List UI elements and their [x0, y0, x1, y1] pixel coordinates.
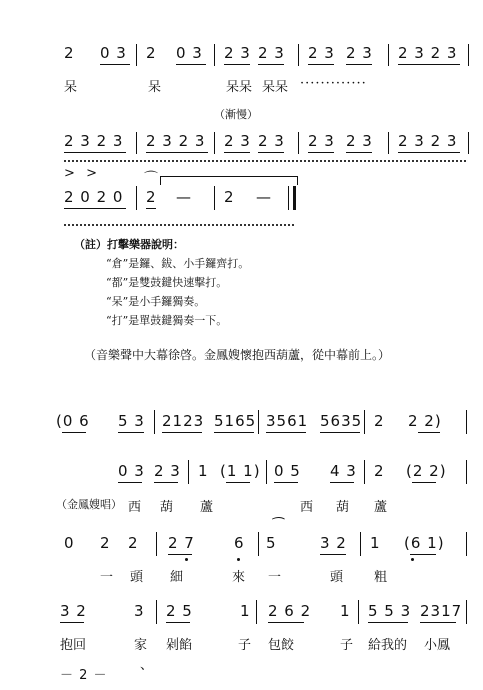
lyric: 子 — [238, 638, 252, 653]
barline — [136, 132, 137, 154]
note: 0 — [64, 534, 75, 552]
lyric: 西 — [128, 500, 142, 515]
barline — [136, 186, 137, 210]
note: 2 5 — [166, 602, 193, 620]
underline — [268, 622, 304, 623]
underline — [118, 482, 142, 483]
notes-line: “都”是雙鼓鍵快速擊打。 — [106, 276, 228, 289]
underline — [146, 208, 156, 209]
underline — [320, 432, 360, 433]
note: 2 — [100, 534, 111, 552]
note: 2 3 — [224, 132, 251, 150]
barline — [466, 410, 467, 434]
barline — [468, 44, 469, 66]
low-octave-dot — [411, 558, 414, 561]
note: 3 2 — [320, 534, 347, 552]
lyric: 給我的 — [368, 638, 408, 653]
barline — [258, 410, 259, 434]
note: 1 — [370, 534, 381, 552]
barline — [288, 186, 289, 210]
barline — [298, 132, 299, 154]
lyric: 呆 — [64, 80, 78, 95]
barline — [188, 460, 189, 484]
note: — — [256, 188, 272, 206]
barline — [256, 600, 257, 624]
underline — [274, 482, 298, 483]
note: 2 3 — [308, 132, 335, 150]
lyric: 粗 — [374, 570, 388, 585]
underline — [176, 64, 206, 65]
barline — [156, 600, 157, 624]
barline — [358, 600, 359, 624]
note: 3 2 — [60, 602, 87, 620]
note: 2 — [224, 188, 235, 206]
barline — [466, 532, 467, 556]
underline — [64, 152, 126, 153]
dots: ············· — [300, 76, 367, 91]
lyric: 抱回 — [60, 638, 87, 653]
note: 2 3 — [224, 44, 251, 62]
note: 3561 — [266, 412, 309, 430]
note: 2 7 — [168, 534, 195, 552]
barline — [258, 532, 259, 556]
barline — [364, 410, 365, 434]
notes-title: （註）打擊樂器說明： — [74, 238, 184, 251]
underline — [418, 432, 440, 433]
note: (6 1) — [404, 534, 445, 552]
barline — [214, 186, 215, 210]
underline — [258, 64, 284, 65]
underline — [368, 622, 408, 623]
underline — [64, 208, 126, 209]
underline — [118, 432, 144, 433]
lyric: 呆 — [148, 80, 162, 95]
note: 2 3 — [154, 462, 181, 480]
note: 5165 — [214, 412, 257, 430]
underline — [308, 152, 334, 153]
barline — [298, 44, 299, 66]
lyric: 細 — [170, 570, 184, 585]
lyric: 西 — [300, 500, 314, 515]
underline — [168, 554, 192, 555]
note: 2 3 2 3 — [398, 44, 458, 62]
note: 2 3 — [346, 132, 373, 150]
underline — [330, 482, 354, 483]
note: 2 — [64, 44, 75, 62]
lyric: 蘆 — [374, 500, 388, 515]
barline — [156, 532, 157, 556]
lyric: 子 — [340, 638, 354, 653]
lyric: 一 — [268, 570, 282, 585]
underline — [100, 64, 130, 65]
note: 2 — [374, 412, 385, 430]
note: (0 6 — [56, 412, 90, 430]
note: 2 — [374, 462, 385, 480]
barline — [388, 132, 389, 154]
note: 2 3 — [258, 44, 285, 62]
page-number: － 2 － — [60, 668, 108, 683]
underline — [320, 554, 346, 555]
volta-bracket — [160, 176, 298, 185]
underline — [258, 152, 284, 153]
underline — [412, 482, 436, 483]
lyric: 呆呆 — [226, 80, 253, 95]
stage-direction: （音樂聲中大幕徐啓。金鳳嫂懷抱西葫蘆，從中幕前上。） — [84, 348, 391, 362]
notes-line: “倉”是鑼、鈸、小手鑼齊打。 — [106, 257, 250, 270]
barline — [136, 44, 137, 66]
underline — [266, 432, 306, 433]
note: 2 3 2 3 — [64, 132, 124, 150]
underline — [346, 152, 372, 153]
note: 2 — [146, 188, 157, 206]
grace-slur: ⁀ — [270, 518, 282, 534]
tempo-mark: （漸慢） — [214, 108, 258, 121]
underline — [166, 622, 190, 623]
note: 3 — [134, 602, 145, 620]
note: 0 3 — [176, 44, 203, 62]
lyric: 葫 — [160, 500, 174, 515]
lyric-mark: 、 — [140, 658, 154, 673]
underline — [346, 64, 372, 65]
fermata-icon: ⌒ — [144, 171, 159, 187]
underline — [398, 152, 460, 153]
note: 2 3 2 3 — [398, 132, 458, 150]
note: 2 3 — [346, 44, 373, 62]
barline — [214, 44, 215, 66]
note: 1 — [198, 462, 209, 480]
notes-line: “呆”是小手鑼獨奏。 — [106, 295, 206, 308]
note: — — [176, 188, 192, 206]
note: 0 3 — [118, 462, 145, 480]
underline — [398, 64, 460, 65]
barline — [466, 460, 467, 484]
barline — [468, 132, 469, 154]
notes-line: “打”是單鼓鍵獨奏一下。 — [106, 314, 228, 327]
note: 6 — [234, 534, 245, 552]
lyric: 葫 — [336, 500, 350, 515]
low-octave-dot — [237, 558, 240, 561]
note: 2 0 2 0 — [64, 188, 124, 206]
note: 0 3 — [100, 44, 127, 62]
wavy-line — [64, 160, 468, 162]
note: 2 — [128, 534, 139, 552]
underline — [62, 432, 86, 433]
note: 2 3 — [258, 132, 285, 150]
underline — [420, 622, 456, 623]
note: 1 — [340, 602, 351, 620]
underline — [224, 152, 250, 153]
note: 2 2) — [408, 412, 442, 430]
note: 4 3 — [330, 462, 357, 480]
note: 2317 — [420, 602, 463, 620]
barline — [266, 460, 267, 484]
note: 2 3 — [308, 44, 335, 62]
note: 0 5 — [274, 462, 301, 480]
note: (2 2) — [406, 462, 447, 480]
note: 5 — [266, 534, 277, 552]
lyric: 剁餡 — [166, 638, 193, 653]
note: 2 — [146, 44, 157, 62]
final-barline — [293, 186, 296, 210]
wavy-line — [64, 224, 296, 226]
underline — [162, 432, 202, 433]
barline — [154, 410, 155, 434]
underline — [154, 482, 178, 483]
lyric: 呆呆 — [262, 80, 289, 95]
underline — [146, 152, 208, 153]
singer-label: （金鳳嫂唱） — [56, 498, 122, 511]
underline — [226, 482, 250, 483]
lyric: 包餃 — [268, 638, 295, 653]
accent-marks: > > — [64, 166, 99, 181]
underline — [308, 64, 334, 65]
underline — [224, 64, 250, 65]
note: 5635 — [320, 412, 363, 430]
low-octave-dot — [185, 558, 188, 561]
lyric: 頭 — [330, 570, 344, 585]
note: 2 3 2 3 — [146, 132, 206, 150]
barline — [466, 600, 467, 624]
lyric: 家 — [134, 638, 148, 653]
barline — [214, 132, 215, 154]
note: 2 6 2 — [268, 602, 312, 620]
barline — [360, 532, 361, 556]
note: 5 5 3 — [368, 602, 412, 620]
lyric: 頭 — [130, 570, 144, 585]
barline — [388, 44, 389, 66]
underline — [410, 554, 436, 555]
lyric: 小鳳 — [424, 638, 451, 653]
underline — [214, 432, 254, 433]
note: 5 3 — [118, 412, 145, 430]
note: 1 — [240, 602, 251, 620]
underline — [60, 622, 84, 623]
lyric: 一 — [100, 570, 114, 585]
note: 2123 — [162, 412, 205, 430]
barline — [364, 460, 365, 484]
note: (1 1) — [220, 462, 261, 480]
lyric: 蘆 — [200, 500, 214, 515]
lyric: 來 — [232, 570, 246, 585]
